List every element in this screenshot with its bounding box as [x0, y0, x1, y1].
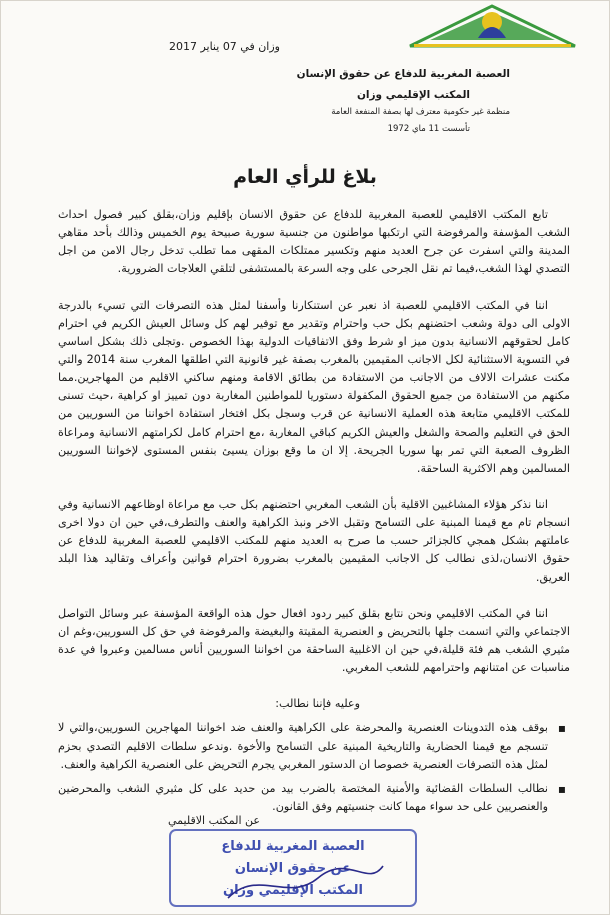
stamp-line-3: المكتب الإقليمي وزان — [223, 883, 363, 898]
regional-office: المكتب الإقليمي وزان — [356, 88, 470, 101]
organization-block — [250, 66, 510, 137]
signature-label: عن المكتب الاقليمي — [168, 814, 260, 827]
document-body — [58, 206, 570, 822]
league-logo-icon — [400, 2, 585, 50]
organization-name: العصبة المغربية للدفاع عن حقوق الإنسان — [296, 68, 510, 80]
paragraph: تابع المكتب الاقليمي للعصبة المغربية للدفاع عن حقوق الانسان بإقليم وزان،بقلق كبير فصول احداث الشغب المؤسفة والمرفوضة التي ارتكبها مواطنون من جنسية سورية صبيحة يوم الخميس وذالك بأحد مقاهي المدينة والتي اسفرت عن جرح العديد منهم وتكسير ممتلكات المقهى مما تطلب تدخل رجال الامن من اجل التصدي لهذا الشغب،فيما تم نقل الجرحى على وجه السرعة بالمستشفى لتلقي العلاجات الضرورية. — [58, 208, 570, 276]
paragraph: اننا نذكر هؤلاء المشاغبين الاقلية بأن الشعب المغربي احتضنهم بكل حب مع مراعاة اوظاعهم الانسانية وفي انسجام تام مع قيمنا المبنية على التسامح وتقبل الاخر ونبذ الكراهية والعنف والتطرف،في حين ان دولا اخرى عاملتهم بشكل همجي كالجزائر حسب ما صرح به العديد منهم للمكتب الاقليمي للعصبة المغربية للدفاع عن حقوق الانسان،لذى نطالب كل الاجانب المقيمين بالمغرب بضرورة احترام قوانين وأعراف وتقاليد هذا البلد العريق. — [58, 497, 570, 584]
paragraph: اننا في المكتب الاقليمي للعصبة اذ نعبر عن استنكارنا وأسفنا لمثل هذه التصرفات التي تسيء بالدرجة الاولى الى دولة وشعب احتضنهم بكل حب واحترام وتقدير مع توفير لهم كل وسائل العيش الكريم في احترام كامل لحقوقهم الانسانية بدون ميز او شرط وفق الاتفاقيات الدولية بهذا الخصوص .وتجلى ذلك بشكل اساسي في التسوية الاستثنائية لكل الاجانب المقيمين بالمغرب بصفة غير قانونية التي اطلقها المغرب سنة 2014 والتي مكنت عشرات الالاف من الاجانب من الاستفادة من بطائق الاقامة ومنهم ساكني الاقليم من المهاجرين.مما مكنهم من الاستفادة من جميع الحقوق المكفولة دستوريا للمواطنين المغاربة دون تمييز او كراهية ،حيث تسنى للمكتب الاقليمي متابعة هذه العملية الانسانية عن قرب وسجل بكل افتخار استفادة اخواننا من السوريين من الحق في التعليم والصحة والشغل والعيش الكريم كباقي المغاربة ،مع احترام كامل لكرامتهم الانسانية ومراعاة الظروف الصعبة التي تمر بها سوريا الجريحة. إلا ان ما وقع بوزان يسيئ بنفس المستوى لإخواننا السوريين المسالمين وهم الاكثرية الساحقة. — [58, 298, 570, 475]
letterhead — [0, 0, 610, 170]
list-item: ▪ نطالب السلطات القضائية والأمنية المختصة بالضرب بيد من حديد على كل مثيري الشغب والمحرضين والعنصريين على حد سواء مهما كانت جنسيتهم وفق القانون. — [58, 780, 548, 816]
stamp-line-1: العصبة المغربية للدفاع — [221, 839, 365, 854]
paragraph: اننا في المكتب الاقليمي ونحن نتابع بقلق كبير ردود افعال حول هذه الواقعة المؤسفة عبر وسائل التواصل الاجتماعي والتي اتسمت جلها بالتحريض و العنصرية المقيتة والبغيضة والمرفوضة في حق كل السوريين،وغم ان مثيري الشغب هم فئة قليلة،في حين ان الاغلبية الساحقة من اخواننا السوريين أناس مسالمين وعبروا في عدة مناسبات عن امتنانهم واحترامهم للشعب المغربي. — [58, 606, 570, 675]
list-item: ▪ بوقف هذه التدوينات العنصرية والمحرضة على الكراهية والعنف ضد اخواننا المهاجرين السوريين،والتي لا تنسجم مع قيمنا الحضارية والتاريخية المبنية على التسامح والأخوة .وندعو سلطات الاقليم التصدي بحزم لمثل هذه التصرفات العنصرية خصوصا ان الدستور المغربي يجرم التحريض على العنصرية الكراهية والعنف. — [58, 719, 548, 773]
demands-list — [58, 719, 570, 816]
stamp-line-2: عن حقوق الإنسان — [234, 861, 352, 876]
demands-intro: وعليه فإننا نطالب: — [275, 697, 360, 711]
letter-date: وزان في 07 يناير 2017 — [168, 40, 280, 53]
organization-status: منظمة غير حكومية معترف لها بصفة المنفعة العامة — [331, 106, 510, 117]
document-title: بلاغ للرأي العام — [233, 166, 377, 188]
official-stamp — [168, 828, 418, 908]
founding-date: تأسست 11 ماي 1972 — [387, 124, 470, 135]
